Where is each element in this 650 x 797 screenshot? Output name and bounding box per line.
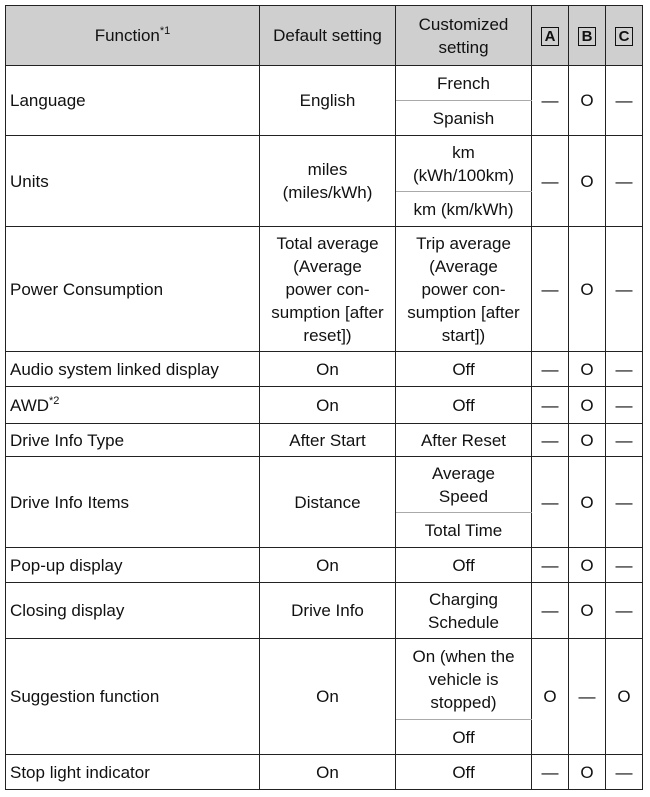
function-cell: Units xyxy=(6,136,260,227)
header-col-c: C xyxy=(606,6,643,66)
header-row xyxy=(6,6,643,66)
function-cell: AWD$^{*2}$ xyxy=(6,387,260,424)
function-cell: Closing display xyxy=(6,583,260,639)
availability-b-cell: O xyxy=(569,548,606,583)
function-cell: Power Consumption xyxy=(6,227,260,352)
customized-setting-cell: Off xyxy=(396,352,532,387)
table-row-closing-display xyxy=(6,583,643,639)
default-setting-cell: On xyxy=(260,352,396,387)
customized-setting-cell: Off xyxy=(396,755,532,790)
customized-setting-cell: Off xyxy=(396,720,532,755)
availability-c-cell: — xyxy=(606,548,643,583)
customized-setting-cell: km (km/kWh) xyxy=(396,192,532,227)
table-row-units xyxy=(6,136,643,192)
availability-a-cell: — xyxy=(532,583,569,639)
customized-setting-cell: French xyxy=(396,66,532,101)
availability-a-cell: — xyxy=(532,424,569,457)
customized-setting-cell: Spanish xyxy=(396,101,532,136)
header-col-b: B xyxy=(569,6,606,66)
availability-a-cell: — xyxy=(532,66,569,136)
table-row-power-consumption xyxy=(6,227,643,352)
table-row-suggestion-function xyxy=(6,639,643,720)
table-row-drive-info-type xyxy=(6,424,643,457)
availability-b-cell: O xyxy=(569,583,606,639)
customized-setting-cell: km (kWh/100km) xyxy=(396,136,532,192)
customized-setting-cell: Average Speed xyxy=(396,457,532,513)
availability-c-cell: O xyxy=(606,639,643,755)
settings-table-container xyxy=(5,5,643,790)
function-cell: Stop light indicator xyxy=(6,755,260,790)
availability-b-cell: O xyxy=(569,352,606,387)
header-col-a: A xyxy=(532,6,569,66)
availability-c-cell: — xyxy=(606,136,643,227)
availability-c-cell: — xyxy=(606,755,643,790)
function-cell: Language xyxy=(6,66,260,136)
default-setting-cell: On xyxy=(260,387,396,424)
availability-c-cell: — xyxy=(606,457,643,548)
availability-a-cell: — xyxy=(532,387,569,424)
customized-setting-cell: After Reset xyxy=(396,424,532,457)
table-row-drive-info-items xyxy=(6,457,643,513)
availability-c-cell: — xyxy=(606,387,643,424)
availability-b-cell: O xyxy=(569,136,606,227)
default-setting-cell: On xyxy=(260,548,396,583)
availability-a-cell: — xyxy=(532,457,569,548)
availability-a-cell: — xyxy=(532,548,569,583)
availability-b-cell: O xyxy=(569,457,606,548)
availability-c-cell: — xyxy=(606,424,643,457)
function-cell: Pop-up display xyxy=(6,548,260,583)
customized-setting-cell: Off xyxy=(396,387,532,424)
availability-c-cell: — xyxy=(606,352,643,387)
function-note: *2 xyxy=(49,394,60,407)
availability-c-cell: — xyxy=(606,227,643,352)
default-setting-cell: After Start xyxy=(260,424,396,457)
function-cell: Suggestion function xyxy=(6,639,260,755)
availability-a-cell: — xyxy=(532,227,569,352)
table-row-stop-light-indicator xyxy=(6,755,643,790)
availability-a-cell: — xyxy=(532,352,569,387)
availability-b-cell: O xyxy=(569,424,606,457)
default-setting-cell: On xyxy=(260,755,396,790)
customized-setting-cell: On (when the vehicle is stopped) xyxy=(396,639,532,720)
default-setting-cell: Total average (Average power con- sumption [after reset]) xyxy=(260,227,396,352)
table-row-awd xyxy=(6,387,643,424)
availability-b-cell: — xyxy=(569,639,606,755)
availability-a-cell: O xyxy=(532,639,569,755)
header-function: Function$^{*1}$ xyxy=(6,6,260,66)
default-setting-cell: English xyxy=(260,66,396,136)
default-setting-cell: Drive Info xyxy=(260,583,396,639)
function-cell: Drive Info Type xyxy=(6,424,260,457)
customized-setting-cell: Charging Schedule xyxy=(396,583,532,639)
header-default-setting: Default setting xyxy=(260,6,396,66)
availability-b-cell: O xyxy=(569,66,606,136)
table-row-language xyxy=(6,66,643,101)
function-cell: Drive Info Items xyxy=(6,457,260,548)
customized-setting-cell: Off xyxy=(396,548,532,583)
default-setting-cell: On xyxy=(260,639,396,755)
customized-setting-cell: Total Time xyxy=(396,513,532,548)
availability-c-cell: — xyxy=(606,66,643,136)
table-row-pop-up-display xyxy=(6,548,643,583)
availability-b-cell: O xyxy=(569,387,606,424)
default-setting-cell: miles (miles/kWh) xyxy=(260,136,396,227)
availability-c-cell: — xyxy=(606,583,643,639)
header-function-note: *1 xyxy=(159,25,171,37)
default-setting-cell: Distance xyxy=(260,457,396,548)
settings-table xyxy=(5,5,643,790)
customized-setting-cell: Trip average (Average power con- sumption [after start]) xyxy=(396,227,532,352)
header-customized-setting: Customized setting xyxy=(396,6,532,66)
availability-b-cell: O xyxy=(569,755,606,790)
table-row-audio-system-linked-display xyxy=(6,352,643,387)
availability-b-cell: O xyxy=(569,227,606,352)
availability-a-cell: — xyxy=(532,136,569,227)
availability-a-cell: — xyxy=(532,755,569,790)
function-cell: Audio system linked display xyxy=(6,352,260,387)
